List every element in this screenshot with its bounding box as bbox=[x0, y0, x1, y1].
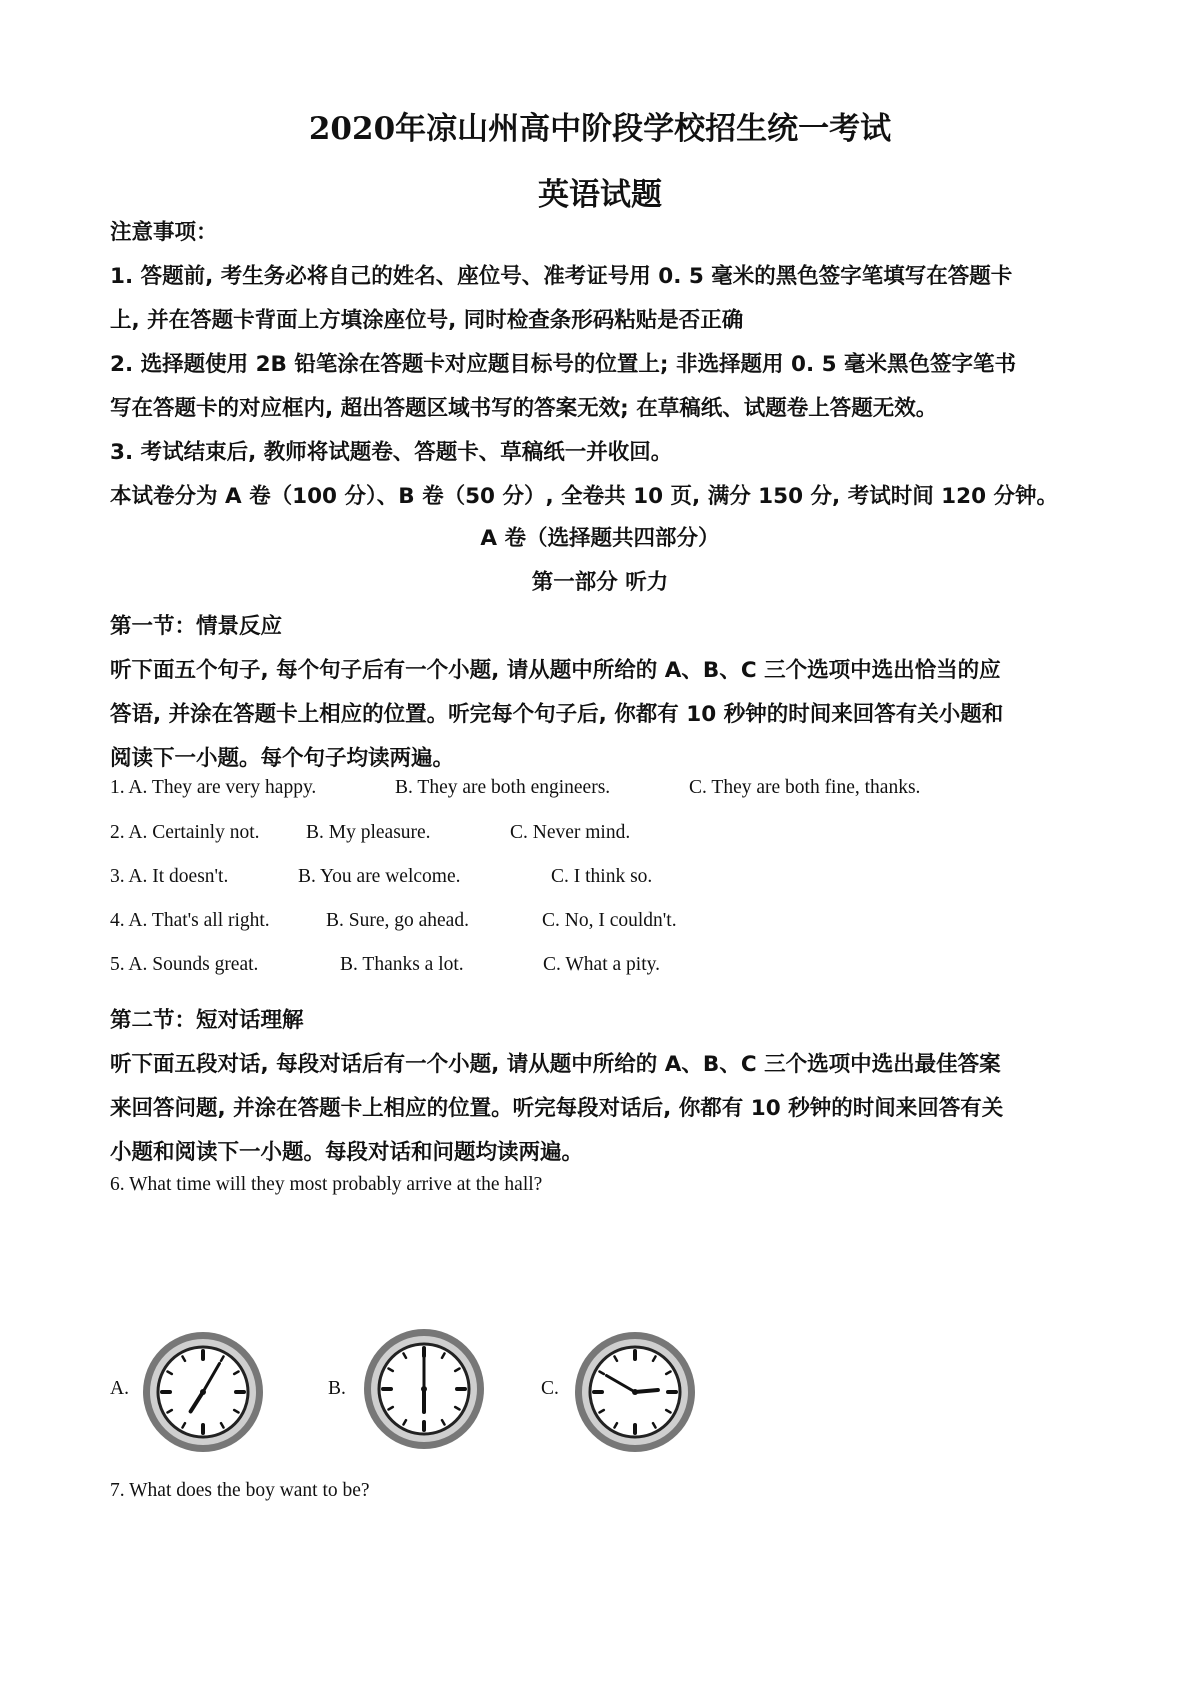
question-7-text: 7. What does the boy want to be? bbox=[110, 1480, 370, 1501]
part-a-heading: A 卷（选择题共四部分） bbox=[480, 526, 720, 551]
question-4-option-a: 4. A. That's all right. bbox=[110, 910, 270, 931]
note-2-line-1: 2. 选择题使用 2B 铅笔涂在答题卡对应题目标号的位置上; 非选择题用 0. 5 毫米黑色签字笔书 bbox=[110, 352, 1017, 377]
question-3-option-a: 3. A. It doesn't. bbox=[110, 866, 229, 887]
question-6-text: 6. What time will they most probably arrive at the hall? bbox=[110, 1174, 543, 1195]
question-4-option-b: B. Sure, go ahead. bbox=[326, 910, 469, 931]
question-2-option-a: 2. A. Certainly not. bbox=[110, 822, 260, 843]
question-1-option-a: 1. A. They are very happy. bbox=[110, 777, 317, 798]
clock-icon bbox=[360, 1325, 488, 1453]
question-5-option-b: B. Thanks a lot. bbox=[340, 954, 464, 975]
section-1-heading: 第一节：情景反应 bbox=[110, 614, 283, 639]
exam-summary: 本试卷分为 A 卷（100 分）、B 卷（50 分）, 全卷共 10 页, 满分 150 分, 考试时间 120 分钟。 bbox=[110, 484, 1059, 509]
section-2-instruction-line-1: 听下面五段对话, 每段对话后有一个小题, 请从题中所给的 A、B、C 三个选项中选出最佳答案 bbox=[110, 1052, 1001, 1077]
question-4-option-c: C. No, I couldn't. bbox=[542, 910, 677, 931]
section-2-instruction-line-3: 小题和阅读下一小题。每段对话和问题均读两遍。 bbox=[110, 1140, 584, 1165]
question-6-option-a-label: A. bbox=[110, 1378, 129, 1399]
note-1-line-2: 上, 并在答题卡背面上方填涂座位号, 同时检查条形码粘贴是否正确 bbox=[110, 308, 744, 333]
exam-subtitle: 英语试题 bbox=[538, 177, 662, 213]
section-2-instruction-line-2: 来回答问题, 并涂在答题卡上相应的位置。听完每段对话后, 你都有 10 秒钟的时间来回答有关 bbox=[110, 1096, 1004, 1121]
question-6-option-c-label: C. bbox=[541, 1378, 559, 1399]
exam-title: 2020年凉山州高中阶段学校招生统一考试 bbox=[308, 111, 892, 147]
notes-heading: 注意事项： bbox=[110, 220, 218, 245]
clock-hour-hand bbox=[635, 1390, 658, 1392]
question-2-option-c: C. Never mind. bbox=[510, 822, 631, 843]
question-2-option-b: B. My pleasure. bbox=[306, 822, 431, 843]
clock-icon bbox=[139, 1328, 267, 1456]
section-1-instruction-line-2: 答语, 并涂在答题卡上相应的位置。听完每个句子后, 你都有 10 秒钟的时间来回答有关小题和 bbox=[110, 702, 1004, 727]
question-1-option-c: C. They are both fine, thanks. bbox=[689, 777, 921, 798]
question-3-option-b: B. You are welcome. bbox=[298, 866, 461, 887]
clock-center bbox=[421, 1386, 427, 1392]
note-1-line-1: 1. 答题前, 考生务必将自己的姓名、座位号、准考证号用 0. 5 毫米的黑色签字笔填写在答题卡 bbox=[110, 264, 1013, 289]
note-3: 3. 考试结束后, 教师将试题卷、答题卡、草稿纸一并收回。 bbox=[110, 440, 673, 465]
note-2-line-2: 写在答题卡的对应框内, 超出答题区域书写的答案无效; 在草稿纸、试题卷上答题无效。 bbox=[110, 396, 938, 421]
clock-icon bbox=[571, 1328, 699, 1456]
question-1-option-b: B. They are both engineers. bbox=[395, 777, 611, 798]
question-5-option-a: 5. A. Sounds great. bbox=[110, 954, 259, 975]
clock-center bbox=[200, 1389, 206, 1395]
section-1-instruction-line-3: 阅读下一小题。每个句子均读两遍。 bbox=[110, 746, 455, 771]
clock-center bbox=[632, 1389, 638, 1395]
question-3-option-c: C. I think so. bbox=[551, 866, 653, 887]
question-6-option-b-label: B. bbox=[328, 1378, 346, 1399]
part-1-heading: 第一部分 听力 bbox=[531, 570, 669, 595]
section-1-instruction-line-1: 听下面五个句子, 每个句子后有一个小题, 请从题中所给的 A、B、C 三个选项中选出恰当的应 bbox=[110, 658, 1001, 683]
question-5-option-c: C. What a pity. bbox=[543, 954, 660, 975]
section-2-heading: 第二节：短对话理解 bbox=[110, 1008, 304, 1033]
